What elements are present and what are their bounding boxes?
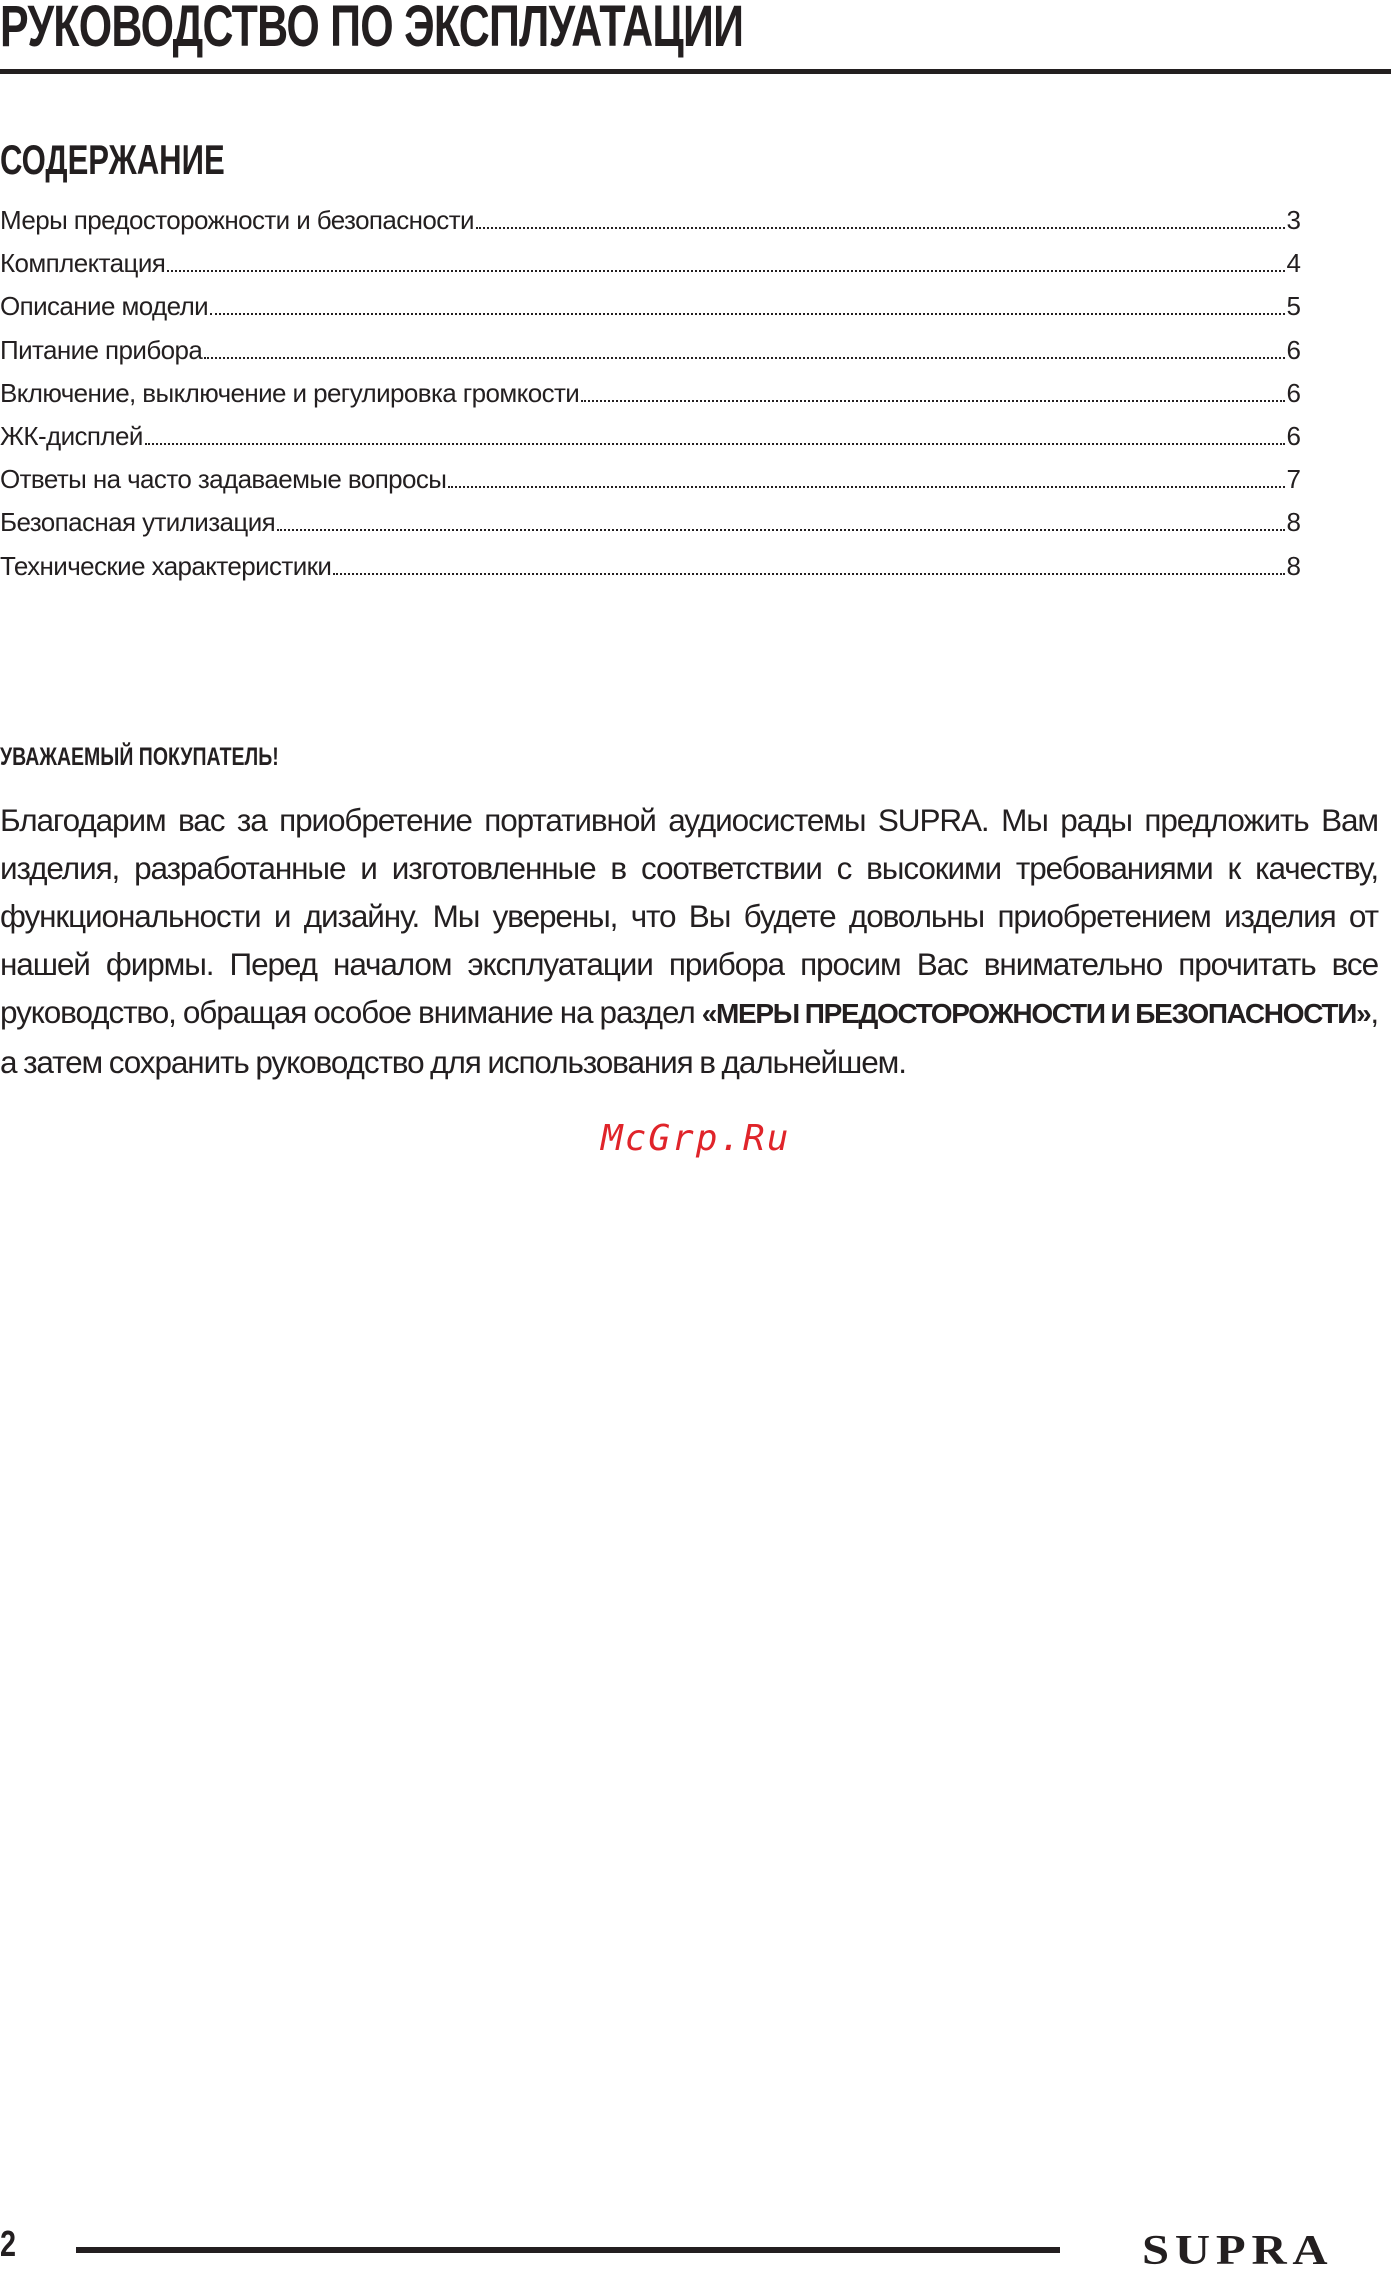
toc-item[interactable]: [0, 415, 1301, 458]
toc-leader-dots: [210, 313, 1284, 315]
toc-item-page: 8: [1286, 507, 1301, 538]
toc-item-label: Технические характеристики: [0, 550, 332, 581]
toc-leader-dots: [204, 357, 1284, 359]
toc-item-page: 8: [1286, 550, 1301, 581]
toc-item-page: 6: [1286, 377, 1301, 408]
toc-leader-dots: [333, 573, 1284, 575]
brand-logo: SUPRA: [1142, 2228, 1334, 2274]
toc-leader-dots: [145, 443, 1285, 445]
title-divider: [0, 69, 1391, 74]
toc-heading: СОДЕРЖАНИЕ: [0, 136, 225, 183]
toc-item[interactable]: [0, 285, 1301, 328]
toc-item[interactable]: [0, 199, 1301, 242]
footer-divider: [76, 2247, 1060, 2253]
intro-text: Благодарим вас за приобретение портативной аудиосистемы SUPRA. Мы рады предложить Вам изделия, разработанные и изготовленные в соответствии с высокими требованиями к качеству, функциональности и дизайну. Мы уверены, что Вы будете довольны приобретением изделия от нашей фирмы. Перед началом эксплуатации прибора просим Вас внимательно прочитать все руководство, обращая особое внимание на раздел: [0, 802, 1378, 1030]
toc-leader-dots: [448, 486, 1284, 488]
toc-item-page: 3: [1286, 205, 1301, 235]
toc-item-label: Комплектация: [0, 248, 166, 279]
toc-leader-dots: [277, 529, 1284, 531]
toc-item-label: Питание прибора: [0, 334, 203, 365]
toc-item-page: 6: [1286, 420, 1301, 451]
toc-leader-dots: [581, 400, 1284, 402]
toc-item-label: Меры предосторожности и безопасности: [0, 205, 474, 235]
toc-item-label: Описание модели: [0, 291, 209, 322]
toc-item-page: 5: [1286, 291, 1301, 322]
table-of-contents: [0, 199, 1301, 588]
toc-item[interactable]: [0, 545, 1301, 588]
toc-item-page: 4: [1286, 248, 1301, 279]
safety-section-reference: «МЕРЫ ПРЕДОСТОРОЖНОСТИ И БЕЗОПАСНОСТИ»: [701, 998, 1371, 1029]
toc-item-page: 7: [1286, 464, 1301, 495]
page-number: 2: [0, 2223, 17, 2264]
toc-item-page: 6: [1286, 334, 1301, 365]
intro-text-end: , а затем сохранить руководство для использования в дальнейшем.: [0, 994, 1378, 1080]
toc-item[interactable]: [0, 329, 1301, 372]
greeting-heading: УВАЖАЕМЫЙ ПОКУПАТЕЛЬ!: [0, 743, 279, 771]
watermark: McGrp.Ru: [601, 1118, 791, 1159]
page-title: РУКОВОДСТВО ПО ЭКСПЛУАТАЦИИ: [0, 0, 744, 59]
toc-item[interactable]: [0, 501, 1301, 544]
intro-paragraph: [0, 796, 1378, 1086]
toc-leader-dots: [167, 270, 1284, 272]
toc-item-label: Включение, выключение и регулировка громкости: [0, 377, 580, 408]
toc-item[interactable]: [0, 458, 1301, 501]
toc-leader-dots: [476, 227, 1285, 229]
toc-item[interactable]: [0, 372, 1301, 415]
toc-item-label: Ответы на часто задаваемые вопросы: [0, 464, 447, 495]
toc-item[interactable]: [0, 242, 1301, 285]
toc-item-label: ЖК-дисплей: [0, 420, 143, 451]
toc-item-label: Безопасная утилизация: [0, 507, 276, 538]
